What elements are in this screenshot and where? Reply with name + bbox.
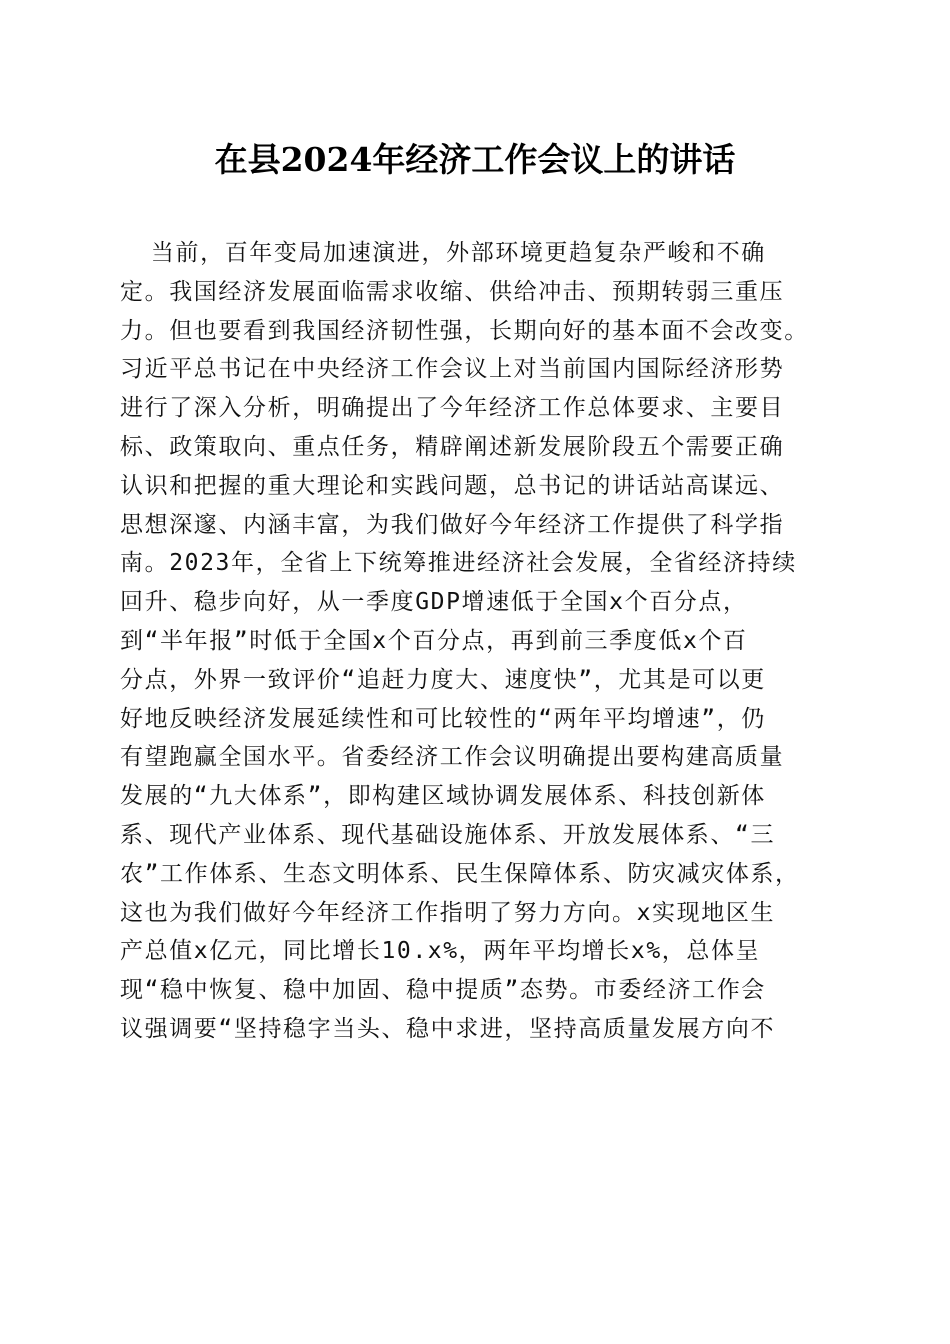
text-line: 力。但也要看到我国经济韧性强，长期向好的基本面不会改变。	[120, 317, 809, 344]
text-line: 标、政策取向、重点任务，精辟阐述新发展阶段五个需要正确	[120, 433, 785, 460]
text-line: 好地反映经济发展延续性和可比较性的“两年平均增速”，仍	[120, 705, 766, 732]
text-line: 认识和把握的重大理论和实践问题，总书记的讲话站高谋远、	[120, 472, 785, 499]
text-line: 有望跑赢全国水平。省委经济工作会议明确提出要构建高质量	[120, 744, 785, 771]
text-line: 农”工作体系、生态文明体系、民生保障体系、防灾减灾体系，	[120, 860, 800, 887]
text-line: 当前，百年变局加速演进，外部环境更趋复杂严峻和不确	[120, 240, 766, 266]
text-line: 这也为我们做好今年经济工作指明了努力方向。x实现地区生	[120, 899, 776, 926]
text-line: 产总值x亿元，同比增长10.x%，两年平均增长x%，总体呈	[120, 938, 761, 965]
text-line: 南。2023年，全省上下统筹推进经济社会发展，全省经济持续	[120, 550, 797, 577]
text-line: 发展的“九大体系”，即构建区域协调发展体系、科技创新体	[120, 783, 766, 810]
text-line: 分点，外界一致评价“追赶力度大、速度快”，尤其是可以更	[120, 666, 766, 693]
text-line: 系、现代产业体系、现代基础设施体系、开放发展体系、“三	[120, 821, 776, 848]
text-line: 回升、稳步向好，从一季度GDP增速低于全国x个百分点，	[120, 589, 748, 616]
text-line: 议强调要“坚持稳字当头、稳中求进，坚持高质量发展方向不	[120, 1015, 776, 1042]
document-title: 在县2024年经济工作会议上的讲话	[214, 140, 736, 179]
text-line: 习近平总书记在中央经济工作会议上对当前国内国际经济形势	[120, 356, 785, 383]
body-paragraph	[120, 234, 840, 1049]
text-line: 现“稳中恢复、稳中加固、稳中提质”态势。市委经济工作会	[120, 977, 766, 1004]
text-line: 进行了深入分析，明确提出了今年经济工作总体要求、主要目	[120, 395, 785, 422]
text-line: 到“半年报”时低于全国x个百分点，再到前三季度低x个百	[120, 627, 748, 654]
text-line: 定。我国经济发展面临需求收缩、供给冲击、预期转弱三重压	[120, 278, 785, 305]
text-line: 思想深邃、内涵丰富，为我们做好今年经济工作提供了科学指	[120, 511, 785, 538]
